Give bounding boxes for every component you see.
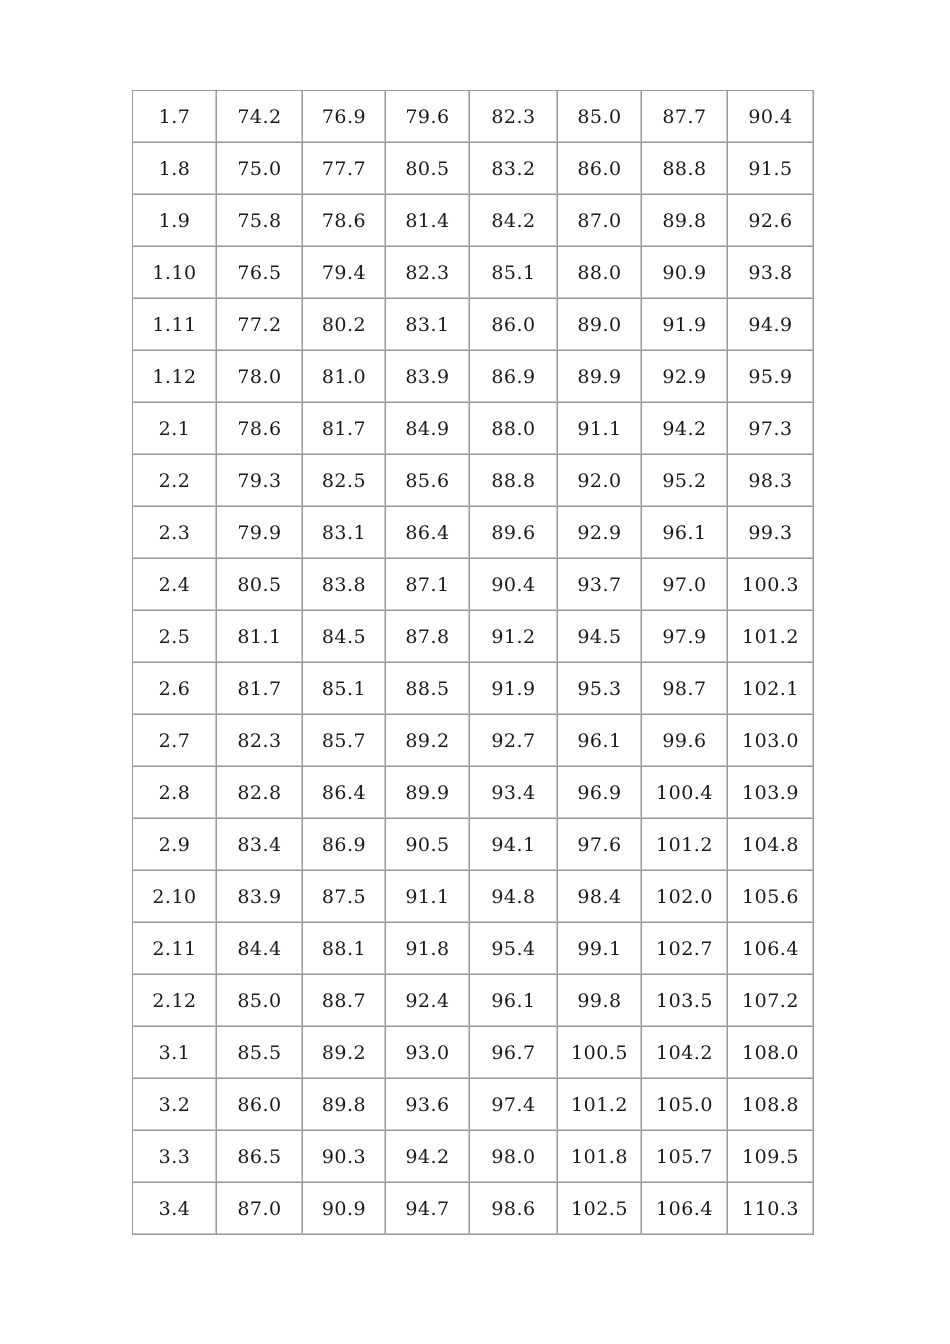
value-cell: 89.2 (303, 1027, 386, 1079)
value-cell: 96.9 (558, 767, 642, 819)
row-label-cell: 2.8 (133, 767, 217, 819)
value-cell: 77.2 (217, 299, 303, 351)
value-cell: 91.9 (470, 663, 558, 715)
value-cell: 102.5 (558, 1183, 642, 1235)
value-cell: 87.5 (303, 871, 386, 923)
value-cell: 98.0 (470, 1131, 558, 1183)
row-label-cell: 3.4 (133, 1183, 217, 1235)
value-cell: 96.1 (470, 975, 558, 1027)
value-cell: 77.7 (303, 143, 386, 195)
row-label-cell: 2.7 (133, 715, 217, 767)
value-cell: 78.6 (217, 403, 303, 455)
value-cell: 80.5 (217, 559, 303, 611)
table-row (133, 663, 814, 715)
table-row (133, 143, 814, 195)
value-cell: 105.6 (728, 871, 814, 923)
value-cell: 89.6 (470, 507, 558, 559)
value-cell: 88.0 (558, 247, 642, 299)
value-cell: 101.2 (728, 611, 814, 663)
value-cell: 95.3 (558, 663, 642, 715)
value-cell: 83.4 (217, 819, 303, 871)
value-cell: 88.8 (642, 143, 728, 195)
value-cell: 98.3 (728, 455, 814, 507)
value-cell: 108.8 (728, 1079, 814, 1131)
table-row (133, 1183, 814, 1235)
value-cell: 88.8 (470, 455, 558, 507)
row-label-cell: 3.1 (133, 1027, 217, 1079)
value-cell: 103.0 (728, 715, 814, 767)
value-cell: 92.7 (470, 715, 558, 767)
table-row (133, 299, 814, 351)
value-cell: 88.5 (386, 663, 470, 715)
value-cell: 94.1 (470, 819, 558, 871)
value-cell: 94.7 (386, 1183, 470, 1235)
value-cell: 87.8 (386, 611, 470, 663)
value-cell: 97.4 (470, 1079, 558, 1131)
value-cell: 83.8 (303, 559, 386, 611)
value-cell: 75.8 (217, 195, 303, 247)
row-label-cell: 2.2 (133, 455, 217, 507)
value-cell: 94.5 (558, 611, 642, 663)
value-cell: 105.7 (642, 1131, 728, 1183)
value-cell: 81.0 (303, 351, 386, 403)
value-cell: 86.0 (470, 299, 558, 351)
table-row (133, 507, 814, 559)
row-label-cell: 2.10 (133, 871, 217, 923)
value-cell: 81.4 (386, 195, 470, 247)
row-label-cell: 1.7 (133, 91, 217, 143)
value-cell: 99.3 (728, 507, 814, 559)
value-cell: 85.7 (303, 715, 386, 767)
row-label-cell: 2.5 (133, 611, 217, 663)
value-cell: 99.8 (558, 975, 642, 1027)
table-row (133, 455, 814, 507)
table-row (133, 559, 814, 611)
row-label-cell: 2.12 (133, 975, 217, 1027)
value-cell: 90.4 (470, 559, 558, 611)
value-cell: 103.9 (728, 767, 814, 819)
value-cell: 99.1 (558, 923, 642, 975)
value-cell: 86.0 (217, 1079, 303, 1131)
table-row (133, 975, 814, 1027)
value-cell: 86.9 (303, 819, 386, 871)
value-cell: 79.3 (217, 455, 303, 507)
value-cell: 85.5 (217, 1027, 303, 1079)
value-cell: 83.9 (217, 871, 303, 923)
table-row (133, 611, 814, 663)
row-label-cell: 1.8 (133, 143, 217, 195)
table-row (133, 715, 814, 767)
data-table (132, 90, 814, 1235)
value-cell: 105.0 (642, 1079, 728, 1131)
value-cell: 93.7 (558, 559, 642, 611)
value-cell: 100.5 (558, 1027, 642, 1079)
row-label-cell: 2.6 (133, 663, 217, 715)
table-row (133, 1027, 814, 1079)
value-cell: 88.1 (303, 923, 386, 975)
value-cell: 106.4 (642, 1183, 728, 1235)
row-label-cell: 1.11 (133, 299, 217, 351)
value-cell: 91.9 (642, 299, 728, 351)
value-cell: 98.7 (642, 663, 728, 715)
value-cell: 98.6 (470, 1183, 558, 1235)
table-body (133, 91, 814, 1235)
value-cell: 95.9 (728, 351, 814, 403)
value-cell: 81.7 (217, 663, 303, 715)
value-cell: 97.3 (728, 403, 814, 455)
value-cell: 91.5 (728, 143, 814, 195)
value-cell: 89.9 (386, 767, 470, 819)
value-cell: 79.6 (386, 91, 470, 143)
data-table-container (132, 90, 814, 1235)
value-cell: 101.2 (558, 1079, 642, 1131)
value-cell: 100.3 (728, 559, 814, 611)
table-row (133, 247, 814, 299)
value-cell: 79.9 (217, 507, 303, 559)
value-cell: 82.5 (303, 455, 386, 507)
value-cell: 85.0 (217, 975, 303, 1027)
value-cell: 89.8 (303, 1079, 386, 1131)
value-cell: 85.6 (386, 455, 470, 507)
value-cell: 92.9 (558, 507, 642, 559)
value-cell: 92.0 (558, 455, 642, 507)
value-cell: 84.2 (470, 195, 558, 247)
value-cell: 96.1 (558, 715, 642, 767)
table-row (133, 403, 814, 455)
row-label-cell: 1.9 (133, 195, 217, 247)
row-label-cell: 1.10 (133, 247, 217, 299)
value-cell: 84.9 (386, 403, 470, 455)
value-cell: 81.1 (217, 611, 303, 663)
value-cell: 92.9 (642, 351, 728, 403)
row-label-cell: 2.9 (133, 819, 217, 871)
value-cell: 101.2 (642, 819, 728, 871)
table-row (133, 91, 814, 143)
row-label-cell: 2.3 (133, 507, 217, 559)
value-cell: 89.8 (642, 195, 728, 247)
table-row (133, 767, 814, 819)
row-label-cell: 3.2 (133, 1079, 217, 1131)
row-label-cell: 2.1 (133, 403, 217, 455)
value-cell: 90.4 (728, 91, 814, 143)
value-cell: 103.5 (642, 975, 728, 1027)
value-cell: 76.5 (217, 247, 303, 299)
value-cell: 89.0 (558, 299, 642, 351)
value-cell: 89.2 (386, 715, 470, 767)
value-cell: 86.4 (386, 507, 470, 559)
table-row (133, 195, 814, 247)
value-cell: 83.2 (470, 143, 558, 195)
value-cell: 110.3 (728, 1183, 814, 1235)
value-cell: 94.8 (470, 871, 558, 923)
value-cell: 91.1 (558, 403, 642, 455)
value-cell: 92.4 (386, 975, 470, 1027)
value-cell: 82.3 (217, 715, 303, 767)
value-cell: 81.7 (303, 403, 386, 455)
value-cell: 108.0 (728, 1027, 814, 1079)
value-cell: 88.7 (303, 975, 386, 1027)
value-cell: 83.1 (303, 507, 386, 559)
value-cell: 95.2 (642, 455, 728, 507)
value-cell: 78.6 (303, 195, 386, 247)
value-cell: 91.2 (470, 611, 558, 663)
value-cell: 89.9 (558, 351, 642, 403)
value-cell: 84.4 (217, 923, 303, 975)
value-cell: 74.2 (217, 91, 303, 143)
value-cell: 82.3 (386, 247, 470, 299)
value-cell: 102.0 (642, 871, 728, 923)
value-cell: 99.6 (642, 715, 728, 767)
table-row (133, 819, 814, 871)
value-cell: 93.0 (386, 1027, 470, 1079)
value-cell: 97.9 (642, 611, 728, 663)
value-cell: 96.7 (470, 1027, 558, 1079)
value-cell: 90.9 (642, 247, 728, 299)
value-cell: 85.0 (558, 91, 642, 143)
value-cell: 102.1 (728, 663, 814, 715)
value-cell: 79.4 (303, 247, 386, 299)
value-cell: 75.0 (217, 143, 303, 195)
value-cell: 87.0 (217, 1183, 303, 1235)
row-label-cell: 2.4 (133, 559, 217, 611)
value-cell: 98.4 (558, 871, 642, 923)
value-cell: 109.5 (728, 1131, 814, 1183)
value-cell: 76.9 (303, 91, 386, 143)
value-cell: 95.4 (470, 923, 558, 975)
value-cell: 94.2 (386, 1131, 470, 1183)
value-cell: 80.2 (303, 299, 386, 351)
value-cell: 86.5 (217, 1131, 303, 1183)
table-row (133, 923, 814, 975)
value-cell: 104.8 (728, 819, 814, 871)
value-cell: 97.0 (642, 559, 728, 611)
value-cell: 102.7 (642, 923, 728, 975)
value-cell: 92.6 (728, 195, 814, 247)
value-cell: 101.8 (558, 1131, 642, 1183)
value-cell: 85.1 (470, 247, 558, 299)
value-cell: 87.0 (558, 195, 642, 247)
value-cell: 100.4 (642, 767, 728, 819)
value-cell: 94.2 (642, 403, 728, 455)
value-cell: 93.8 (728, 247, 814, 299)
value-cell: 84.5 (303, 611, 386, 663)
value-cell: 87.1 (386, 559, 470, 611)
value-cell: 91.8 (386, 923, 470, 975)
value-cell: 90.3 (303, 1131, 386, 1183)
value-cell: 106.4 (728, 923, 814, 975)
value-cell: 104.2 (642, 1027, 728, 1079)
value-cell: 86.4 (303, 767, 386, 819)
value-cell: 88.0 (470, 403, 558, 455)
table-row (133, 1079, 814, 1131)
row-label-cell: 3.3 (133, 1131, 217, 1183)
table-row (133, 871, 814, 923)
value-cell: 90.5 (386, 819, 470, 871)
value-cell: 97.6 (558, 819, 642, 871)
value-cell: 93.6 (386, 1079, 470, 1131)
value-cell: 91.1 (386, 871, 470, 923)
value-cell: 82.3 (470, 91, 558, 143)
value-cell: 90.9 (303, 1183, 386, 1235)
table-row (133, 351, 814, 403)
value-cell: 82.8 (217, 767, 303, 819)
value-cell: 86.9 (470, 351, 558, 403)
value-cell: 78.0 (217, 351, 303, 403)
value-cell: 93.4 (470, 767, 558, 819)
value-cell: 87.7 (642, 91, 728, 143)
value-cell: 80.5 (386, 143, 470, 195)
row-label-cell: 2.11 (133, 923, 217, 975)
value-cell: 85.1 (303, 663, 386, 715)
value-cell: 94.9 (728, 299, 814, 351)
value-cell: 83.9 (386, 351, 470, 403)
table-row (133, 1131, 814, 1183)
value-cell: 107.2 (728, 975, 814, 1027)
value-cell: 86.0 (558, 143, 642, 195)
row-label-cell: 1.12 (133, 351, 217, 403)
value-cell: 83.1 (386, 299, 470, 351)
value-cell: 96.1 (642, 507, 728, 559)
